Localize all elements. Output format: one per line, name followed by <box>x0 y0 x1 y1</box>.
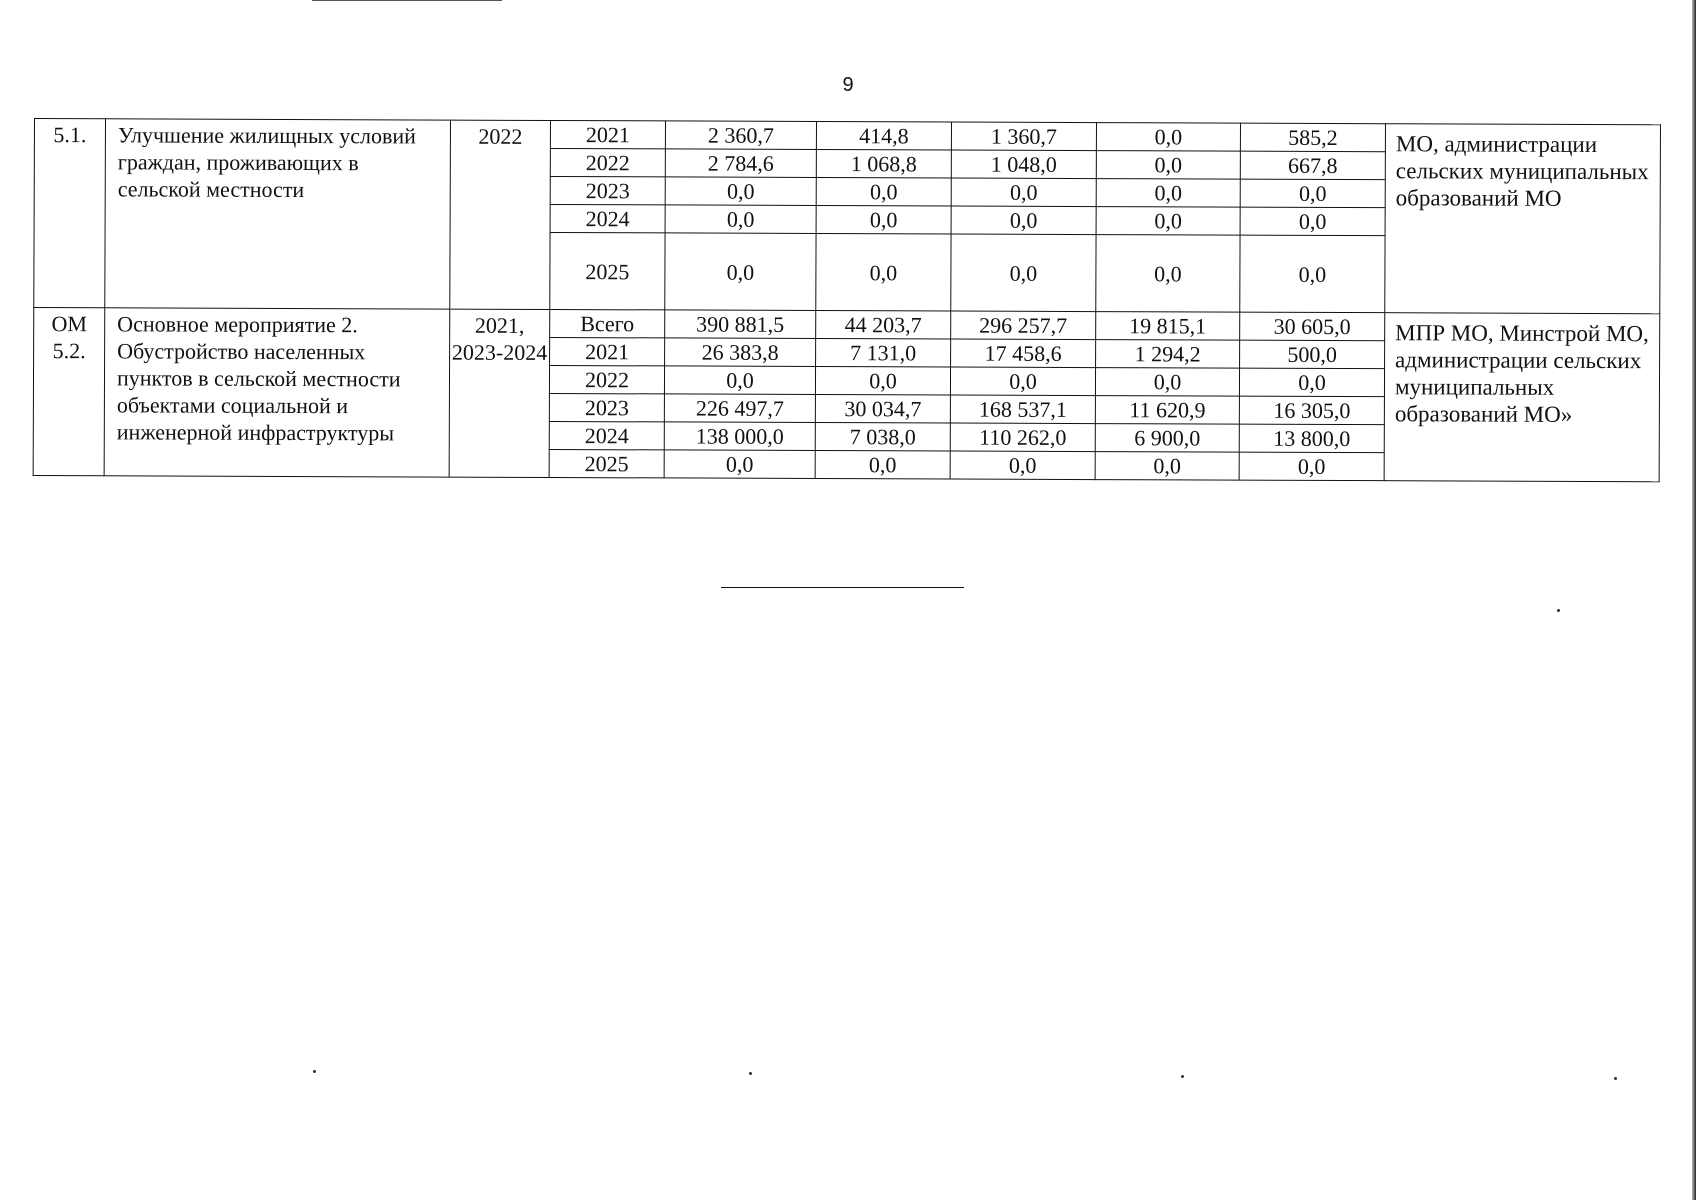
funding-value-cell: 0,0 <box>665 205 816 234</box>
funding-value-cell: 0,0 <box>816 206 951 235</box>
funding-value-cell: 0,0 <box>951 206 1096 235</box>
year-cell: 2021 <box>550 120 665 148</box>
scan-edge-shadow <box>1692 0 1696 1200</box>
funding-value-cell: 110 262,0 <box>950 423 1095 452</box>
funding-value-cell: 1 294,2 <box>1096 340 1240 369</box>
year-cell: 2021 <box>550 337 665 365</box>
funding-value-cell: 0,0 <box>816 234 951 312</box>
funding-value-cell: 414,8 <box>816 122 951 151</box>
year-cell: 2022 <box>549 365 664 393</box>
executor-cell: МПР МО, Минстрой МО, администрации сельских муниципальных образований МО» <box>1384 313 1660 482</box>
funding-value-cell: 0,0 <box>1096 207 1240 236</box>
year-cell: Всего <box>550 309 665 337</box>
funding-value-cell: 7 038,0 <box>815 423 950 452</box>
funding-value-cell: 0,0 <box>664 450 815 479</box>
top-page-fragment-line <box>312 0 502 1</box>
funding-value-cell: 500,0 <box>1240 340 1385 369</box>
funding-value-cell: 7 131,0 <box>816 339 951 368</box>
funding-value-cell: 0,0 <box>1096 235 1240 313</box>
funding-value-cell: 390 881,5 <box>665 310 816 339</box>
funding-value-cell: 0,0 <box>1240 235 1385 313</box>
activity-name-cell: Основное мероприятие 2. Обустройство населенных пунктов в сельской местности объектами социальной и инженерной инфраструктуры <box>104 308 450 477</box>
funding-value-cell: 1 048,0 <box>951 150 1096 179</box>
funding-value-cell: 2 360,7 <box>665 121 816 150</box>
executor-cell: МО, администрации сельских муниципальных образований МО <box>1385 124 1661 314</box>
activity-period-cell: 2021, 2023-2024 <box>449 309 550 477</box>
year-cell: 2025 <box>550 232 665 309</box>
scan-speck <box>313 1070 316 1073</box>
funding-value-cell: 16 305,0 <box>1239 396 1384 425</box>
funding-value-cell: 30 605,0 <box>1240 312 1385 341</box>
funding-value-cell: 0,0 <box>1095 368 1239 397</box>
funding-value-cell: 0,0 <box>1240 207 1385 236</box>
activity-number-cell: 5.1. <box>34 119 106 308</box>
funding-value-cell: 0,0 <box>951 178 1096 207</box>
end-of-document-rule <box>721 587 964 588</box>
funding-value-cell: 0,0 <box>1096 179 1240 208</box>
funding-value-cell: 0,0 <box>950 451 1095 480</box>
funding-value-cell: 0,0 <box>1096 123 1240 152</box>
funding-value-cell: 0,0 <box>1239 452 1384 481</box>
funding-value-cell: 226 497,7 <box>664 394 815 423</box>
funding-value-cell: 2 784,6 <box>665 149 816 178</box>
year-cell: 2023 <box>549 393 664 421</box>
funding-value-cell: 44 203,7 <box>816 311 951 340</box>
year-cell: 2024 <box>549 421 664 449</box>
funding-value-cell: 667,8 <box>1240 151 1385 180</box>
funding-value-cell: 168 537,1 <box>950 395 1095 424</box>
funding-value-cell: 0,0 <box>1239 368 1384 397</box>
year-cell: 2025 <box>549 449 664 477</box>
funding-value-cell: 296 257,7 <box>951 311 1096 340</box>
program-activities-table <box>33 118 1661 482</box>
funding-value-cell: 13 800,0 <box>1239 424 1384 453</box>
funding-value-cell: 0,0 <box>664 366 815 395</box>
funding-value-cell: 0,0 <box>815 451 950 480</box>
scan-speck <box>1614 1077 1617 1080</box>
table-row <box>34 119 1660 153</box>
funding-value-cell: 0,0 <box>815 367 950 396</box>
funding-value-cell: 0,0 <box>816 178 951 207</box>
funding-value-cell: 26 383,8 <box>665 338 816 367</box>
funding-value-cell: 0,0 <box>665 177 816 206</box>
funding-value-cell: 30 034,7 <box>815 395 950 424</box>
funding-value-cell: 0,0 <box>951 234 1096 312</box>
funding-value-cell: 0,0 <box>1095 452 1239 481</box>
funding-value-cell: 0,0 <box>1240 179 1385 208</box>
funding-value-cell: 1 360,7 <box>951 122 1096 151</box>
activity-name-cell: Улучшение жилищных условий граждан, проживающих в сельской местности <box>105 119 451 309</box>
funding-value-cell: 11 620,9 <box>1095 396 1239 425</box>
funding-value-cell: 0,0 <box>1096 151 1240 180</box>
table-row <box>34 308 1660 342</box>
year-cell: 2024 <box>550 204 665 232</box>
scan-speck <box>1557 609 1560 612</box>
year-cell: 2022 <box>550 148 665 176</box>
scan-speck <box>749 1072 752 1075</box>
scan-speck <box>1181 1075 1184 1078</box>
funding-value-cell: 138 000,0 <box>664 422 815 451</box>
funding-value-cell: 0,0 <box>950 367 1095 396</box>
year-cell: 2023 <box>550 176 665 204</box>
page-number: 9 <box>842 74 854 96</box>
funding-value-cell: 17 458,6 <box>951 339 1096 368</box>
funding-value-cell: 1 068,8 <box>816 150 951 179</box>
activity-period-cell: 2022 <box>450 120 551 309</box>
funding-value-cell: 585,2 <box>1240 123 1385 152</box>
funding-value-cell: 0,0 <box>665 233 816 311</box>
funding-value-cell: 19 815,1 <box>1096 312 1240 341</box>
funding-value-cell: 6 900,0 <box>1095 424 1239 453</box>
activity-number-cell: ОМ 5.2. <box>33 308 105 476</box>
